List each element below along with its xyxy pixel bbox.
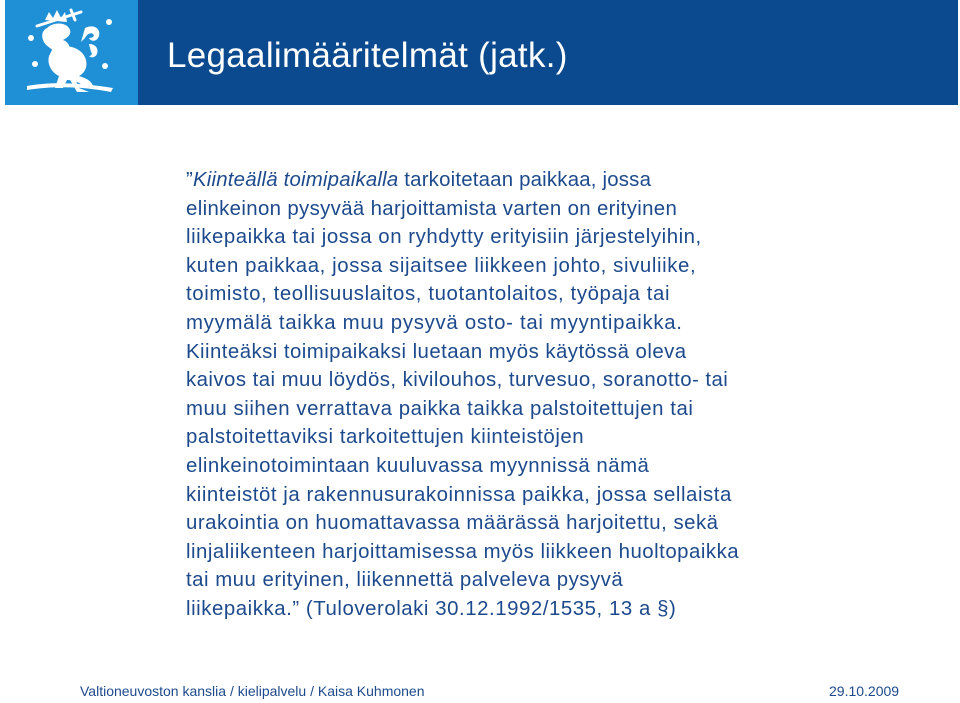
definition-line: kuten paikkaa, jossa sijaitsee liikkeen johto, sivuliike,: [186, 254, 697, 277]
definition-text: [186, 166, 886, 624]
definition-line: palstoitettaviksi tarkoitettujen kiinteistöjen: [186, 426, 585, 449]
definition-line: myymälä taikka muu pysyvä osto- tai myyntipaikka.: [186, 311, 683, 334]
definition-line: linjaliikenteen harjoittamisessa myös liikkeen huoltopaikka: [186, 540, 740, 563]
definition-line: tai muu erityinen, liikennettä palveleva pysyvä: [186, 569, 624, 592]
definition-line: Kiinteäksi toimipaikaksi luetaan myös käytössä oleva: [186, 340, 687, 363]
definition-line: kiinteistöt ja rakennusurakoinnissa paikka, jossa sellaista: [186, 483, 732, 506]
slide-title: Legaalimääritelmät (jatk.): [167, 36, 568, 75]
finnish-lion-logo-icon: [23, 8, 119, 96]
definition-line: elinkeinotoimintaan kuuluvassa myynnissä nämä: [186, 454, 650, 477]
definition-line: urakointia on huomattavassa määrässä harjoitettu, sekä: [186, 512, 719, 535]
defined-term: Kiinteällä toimipaikalla: [193, 169, 399, 191]
line-1-rest: tarkoitetaan paikkaa, jossa: [398, 169, 652, 191]
logo-box: [5, 0, 138, 105]
slide-header: [5, 0, 958, 105]
definition-line: toimisto, teollisuuslaitos, tuotantolaitos, työpaja tai: [186, 283, 671, 306]
definition-line: elinkeinon pysyvää harjoittamista varten on erityinen: [186, 197, 678, 220]
definition-line: liikepaikka.” (Tuloverolaki 30.12.1992/1535, 13 a §): [186, 597, 677, 620]
definition-line: liikepaikka tai jossa on ryhdytty erityisiin järjestelyihin,: [186, 226, 702, 249]
opening-quote: ”: [186, 169, 193, 191]
definition-line: kaivos tai muu löydös, kivilouhos, turvesuo, soranotto- tai: [186, 369, 729, 392]
footer-date: 29.10.2009: [829, 683, 900, 699]
definition-line: muu siihen verrattava paikka taikka palstoitettujen tai: [186, 397, 694, 420]
definition-line: [186, 166, 886, 195]
footer-author: Valtioneuvoston kanslia / kielipalvelu / Kaisa Kuhmonen: [80, 683, 425, 699]
